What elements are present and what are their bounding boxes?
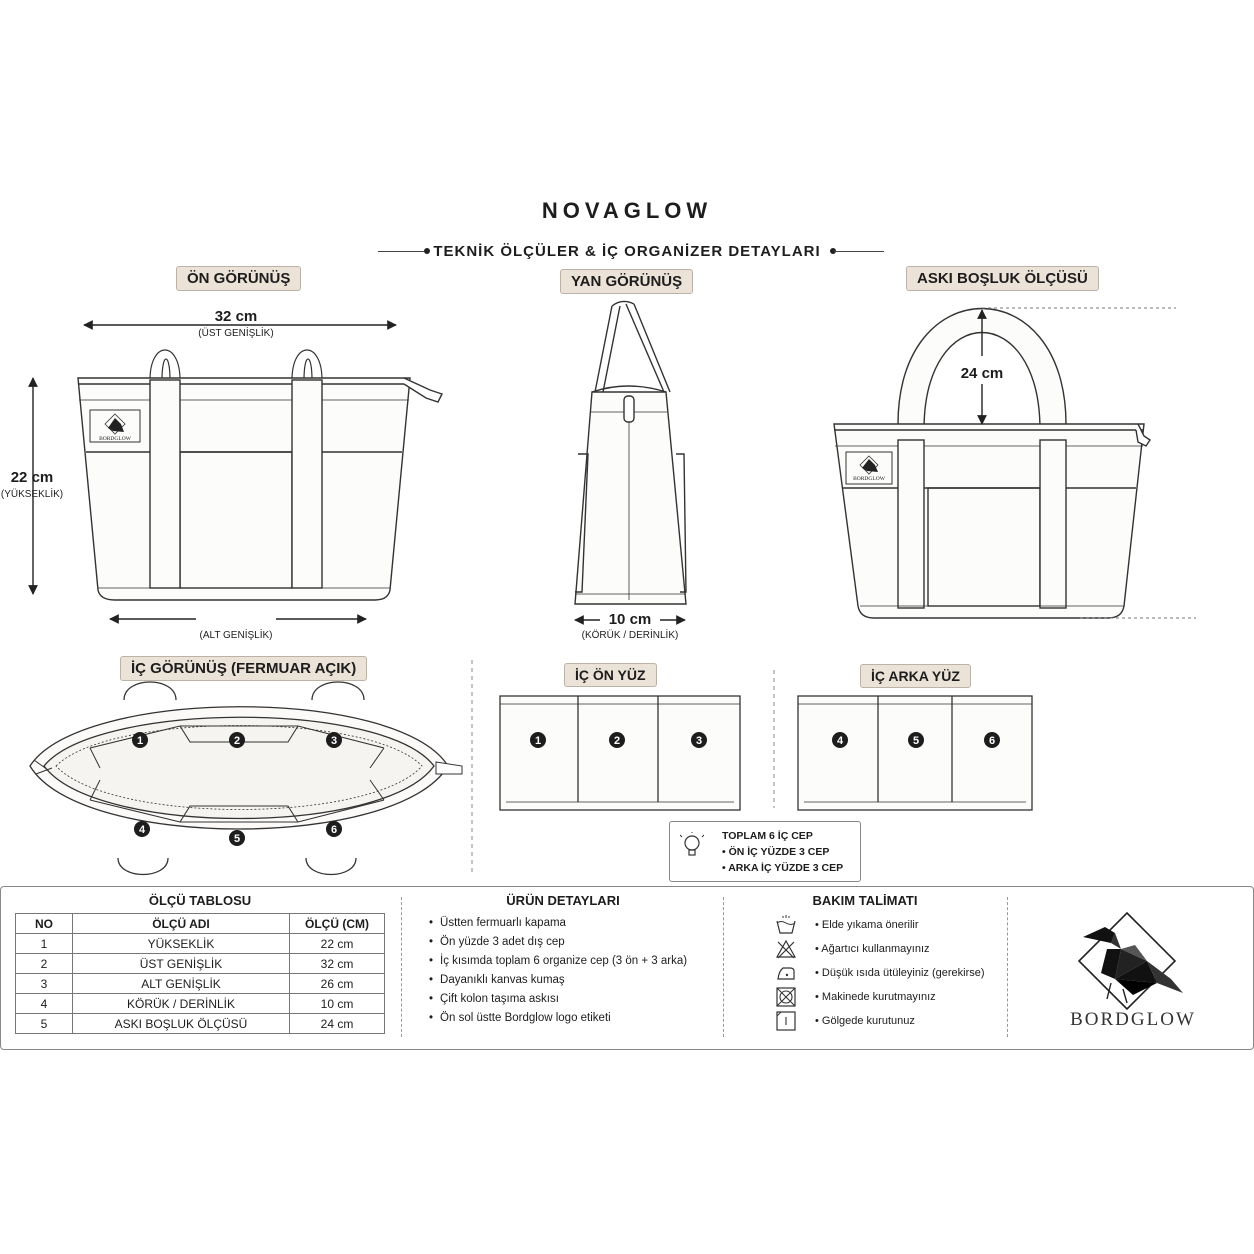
product-details-title: ÜRÜN DETAYLARI [506, 893, 620, 908]
depth-value: 10 cm [608, 611, 652, 628]
inner-front-pocket-1: 1 [534, 735, 542, 747]
list-item: • Dayanıklı kanvas kumaş [429, 974, 721, 993]
shade-dry-icon [775, 1011, 797, 1031]
interior-pocket-4: 4 [138, 824, 146, 836]
list-item [775, 937, 1005, 961]
inner-front-pocket-3: 3 [695, 735, 703, 747]
inner-front-pocket-2: 2 [613, 735, 621, 747]
interior-pocket-1: 1 [136, 735, 144, 747]
no-tumble-dry-icon [775, 987, 797, 1007]
inner-front-panel [500, 696, 740, 810]
care-title: BAKIM TALİMATI [812, 893, 918, 908]
measurement-table-header [16, 914, 385, 934]
inner-front-tag: İÇ ÖN YÜZ [564, 663, 657, 687]
care-item-text: • Düşük ısıda ütüleyiniz (gerekirse) [815, 967, 985, 979]
table-row: 1 YÜKSEKLİK 22 cm [16, 934, 385, 954]
inner-back-tag: İÇ ARKA YÜZ [860, 664, 971, 688]
page-title: NOVAGLOW [541, 198, 713, 223]
inner-back-pocket-5: 5 [912, 735, 920, 747]
strap-view-bag [834, 309, 1150, 619]
care-item-text: • Elde yıkama önerilir [815, 919, 919, 931]
list-item [775, 985, 1005, 1009]
strap-mini-logo-text: BORDGLOW [853, 476, 885, 482]
table-header-value: ÖLÇÜ (CM) [290, 914, 385, 934]
pocket-note-line-2: • ARKA İÇ YÜZDE 3 CEP [722, 862, 844, 874]
care-item-text: • Ağartıcı kullanmayınız [815, 943, 930, 955]
interior-pocket-3: 3 [330, 735, 338, 747]
lightbulb-icon [680, 832, 704, 862]
top-width-value: 32 cm [214, 308, 258, 325]
table-header-name: ÖLÇÜ ADI [73, 914, 290, 934]
side-view-bag [575, 301, 686, 604]
info-panel [0, 886, 1254, 1050]
divider [723, 897, 724, 1037]
depth-label: (KÖRÜK / DERİNLİK) [581, 630, 679, 641]
strap-view-tag: ASKI BOŞLUK ÖLÇÜSÜ [906, 266, 1099, 291]
list-item: • Üstten fermuarlı kapama [429, 917, 721, 936]
pocket-note-title: TOPLAM 6 İÇ CEP [722, 830, 813, 842]
hand-wash-icon [775, 915, 797, 935]
table-row: 3 ALT GENİŞLİK 26 cm [16, 974, 385, 994]
interior-pocket-5: 5 [233, 833, 241, 845]
inner-back-panel [798, 696, 1032, 810]
inner-back-pocket-6: 6 [988, 735, 996, 747]
brand-logo [1071, 909, 1191, 1013]
front-view-bag [78, 350, 442, 600]
side-view-tag: YAN GÖRÜNÜŞ [560, 269, 693, 294]
list-item [775, 913, 1005, 937]
care-item-text: • Makinede kurutmayınız [815, 991, 936, 1003]
interior-pocket-2: 2 [233, 735, 241, 747]
pocket-note [669, 821, 861, 882]
care-list [775, 913, 1005, 1033]
interior-view-tag: İÇ GÖRÜNÜŞ (FERMUAR AÇIK) [120, 656, 367, 681]
no-bleach-icon [775, 939, 797, 959]
inner-back-pocket-4: 4 [836, 735, 844, 747]
interior-pocket-6: 6 [330, 824, 338, 836]
pocket-note-line-1: • ÖN İÇ YÜZDE 3 CEP [722, 846, 830, 858]
product-details-list [429, 917, 721, 1031]
front-mini-logo-text: BORDGLOW [99, 436, 131, 442]
table-row: 5 ASKI BOŞLUK ÖLÇÜSÜ 24 cm [16, 1014, 385, 1034]
measurement-table [15, 913, 385, 1034]
measurement-table-title: ÖLÇÜ TABLOSU [148, 893, 252, 908]
table-row: 4 KÖRÜK / DERİNLİK 10 cm [16, 994, 385, 1014]
divider [401, 897, 402, 1037]
table-row: 2 ÜST GENİŞLİK 32 cm [16, 954, 385, 974]
list-item [775, 1009, 1005, 1033]
low-iron-icon [775, 963, 797, 983]
list-item: • Ön yüzde 3 adet dış cep [429, 936, 721, 955]
top-width-label: (ÜST GENİŞLİK) [198, 328, 274, 339]
list-item: • Ön sol üstte Bordglow logo etiketi [429, 1012, 721, 1031]
list-item [775, 961, 1005, 985]
bottom-width-label: (ALT GENİŞLİK) [199, 630, 273, 641]
care-item-text: • Gölgede kurutunuz [815, 1015, 915, 1027]
height-label: (YÜKSEKLİK) [0, 489, 64, 500]
list-item: • İç kısımda toplam 6 organize cep (3 ön + 3 arka) [429, 955, 721, 974]
front-view-tag: ÖN GÖRÜNÜŞ [176, 266, 301, 291]
interior-view-bag [30, 682, 462, 875]
brand-wordmark: BORDGLOW [1070, 1009, 1196, 1030]
page-subtitle: TEKNİK ÖLÇÜLER & İÇ ORGANİZER DETAYLARI [433, 243, 821, 260]
list-item: • Çift kolon taşıma askısı [429, 993, 721, 1012]
strap-drop-value: 24 cm [960, 365, 1004, 382]
height-value: 22 cm [10, 469, 54, 486]
divider [1007, 897, 1008, 1037]
table-header-no: NO [16, 914, 73, 934]
